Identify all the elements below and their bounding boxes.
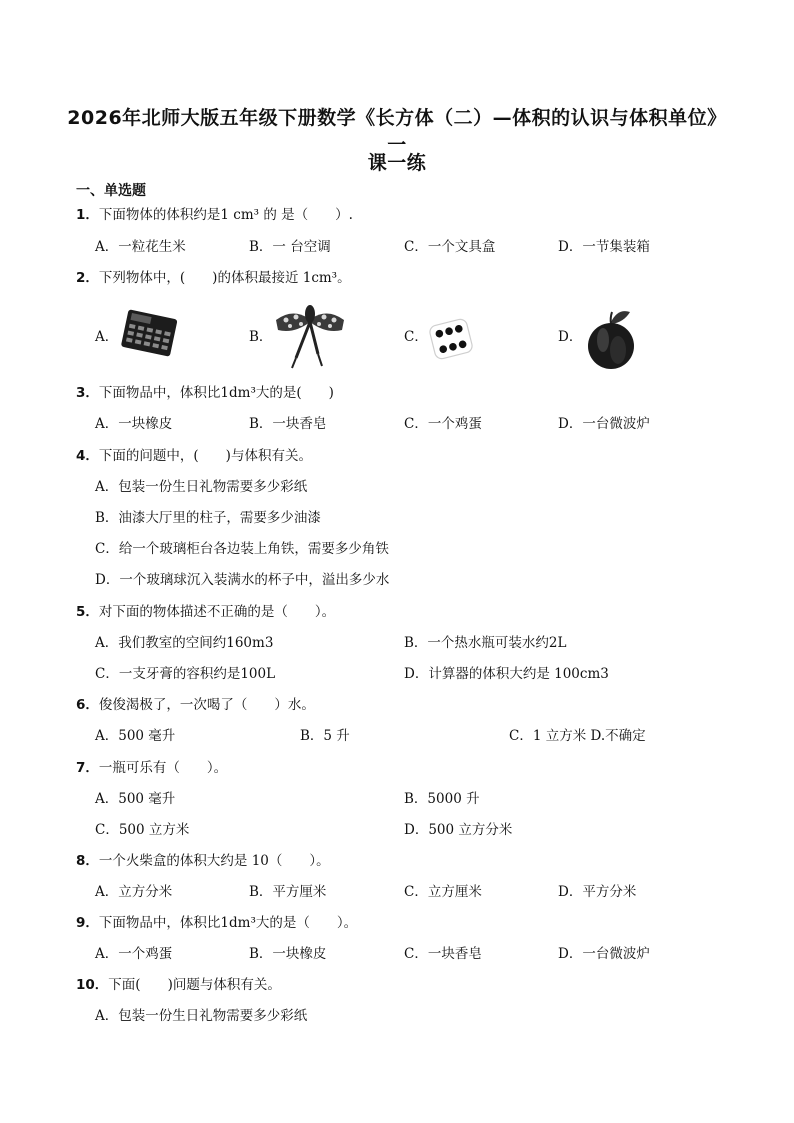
- question-2: [76, 269, 351, 287]
- q2-option-c[interactable]: C．: [404, 329, 428, 345]
- question-5: [76, 603, 335, 621]
- q3-option-b[interactable]: B．一块香皂: [249, 416, 327, 432]
- q8-option-d[interactable]: D．平方分米: [558, 884, 637, 900]
- question-number: 6．: [76, 697, 99, 713]
- q2-option-a[interactable]: A．: [95, 329, 119, 345]
- question-9: [76, 914, 357, 932]
- question-text: 下面物品中，体积比1dm³大的是( ): [98, 385, 334, 401]
- q7-option-d[interactable]: D．500 立方分米: [404, 822, 513, 838]
- question-3: [76, 384, 334, 402]
- question-1: [76, 206, 353, 224]
- question-text: 对下面的物体描述不正确的是（ ）。: [98, 604, 336, 620]
- page-title-line1: 2026年北师大版五年级下册数学《长方体（二）—体积的认识与体积单位》一: [67, 107, 727, 156]
- q3-option-d[interactable]: D．一台微波炉: [558, 416, 650, 432]
- question-number: 10．: [76, 977, 109, 993]
- q9-option-d[interactable]: D．一台微波炉: [558, 946, 650, 962]
- question-6: [76, 696, 315, 714]
- question-number: 4．: [76, 448, 99, 464]
- question-number: 5．: [76, 604, 99, 620]
- q1-option-d[interactable]: D．一节集装箱: [558, 239, 650, 255]
- kite-icon: [272, 300, 348, 372]
- q1-option-c[interactable]: C．一个文具盒: [404, 239, 496, 255]
- question-text: 下面( )问题与体积有关。: [108, 977, 281, 993]
- q9-option-b[interactable]: B．一块橡皮: [249, 946, 327, 962]
- q5-option-a[interactable]: A．我们教室的空间约160m3: [95, 635, 274, 651]
- q8-option-a[interactable]: A．立方分米: [95, 884, 173, 900]
- q3-option-c[interactable]: C．一个鸡蛋: [404, 416, 482, 432]
- q5-option-c[interactable]: C．一支牙膏的容积约是100L: [95, 666, 276, 682]
- q9-option-c[interactable]: C．一块香皂: [404, 946, 482, 962]
- q5-option-d[interactable]: D．计算器的体积大约是 100cm3: [404, 666, 609, 682]
- question-text: 下面物体的体积约是1 cm³ 的 是（ ）.: [98, 207, 353, 223]
- question-number: 8．: [76, 853, 99, 869]
- q6-option-c[interactable]: C．1 立方米 D.不确定: [509, 728, 646, 744]
- q4-option-c[interactable]: C．给一个玻璃柜台各边装上角铁，需要多少角铁: [95, 541, 389, 557]
- q7-option-a[interactable]: A．500 毫升: [95, 791, 176, 807]
- q1-option-b[interactable]: B．一 台空调: [249, 239, 331, 255]
- question-number: 2．: [76, 270, 99, 286]
- apple-icon: [584, 304, 638, 372]
- question-number: 1．: [76, 207, 99, 223]
- section-heading: 一、单选题: [76, 183, 146, 199]
- q5-option-b[interactable]: B．一个热水瓶可装水约2L: [404, 635, 567, 651]
- q8-option-b[interactable]: B．平方厘米: [249, 884, 327, 900]
- question-number: 7．: [76, 760, 99, 776]
- question-number: 3．: [76, 385, 99, 401]
- q8-option-c[interactable]: C．立方厘米: [404, 884, 482, 900]
- question-7: [76, 759, 227, 777]
- q4-option-d[interactable]: D．一个玻璃球沉入装满水的杯子中，溢出多少水: [95, 572, 390, 588]
- question-text: 下面物品中，体积比1dm³大的是（ ）。: [98, 915, 358, 931]
- q7-option-c[interactable]: C．500 立方米: [95, 822, 190, 838]
- dice-icon: [426, 316, 476, 362]
- question-4: [76, 447, 312, 465]
- q2-option-b[interactable]: B．: [249, 329, 273, 345]
- page-title-line2: 课一练: [367, 152, 427, 174]
- q7-option-b[interactable]: B．5000 升: [404, 791, 480, 807]
- question-text: 俊俊渴极了，一次喝了（ ）水。: [98, 697, 315, 713]
- q9-option-a[interactable]: A．一个鸡蛋: [95, 946, 173, 962]
- q3-option-a[interactable]: A．一块橡皮: [95, 416, 173, 432]
- question-text: 一瓶可乐有（ ）。: [98, 760, 228, 776]
- q6-option-b[interactable]: B．5 升: [300, 728, 350, 744]
- question-text: 下列物体中，( )的体积最接近 1cm³。: [98, 270, 351, 286]
- calculator-icon: [118, 308, 180, 360]
- question-text: 下面的问题中，( )与体积有关。: [98, 448, 312, 464]
- q6-option-a[interactable]: A．500 毫升: [95, 728, 176, 744]
- q4-option-b[interactable]: B．油漆大厅里的柱子，需要多少油漆: [95, 510, 321, 526]
- question-8: [76, 852, 330, 870]
- q4-option-a[interactable]: A．包装一份生日礼物需要多少彩纸: [95, 479, 308, 495]
- q2-option-d[interactable]: D．: [558, 329, 583, 345]
- question-text: 一个火柴盒的体积大约是 10（ ）。: [98, 853, 330, 869]
- q1-option-a[interactable]: A．一粒花生米: [95, 239, 186, 255]
- question-10: [76, 976, 281, 994]
- question-number: 9．: [76, 915, 99, 931]
- q10-option-a[interactable]: A．包装一份生日礼物需要多少彩纸: [95, 1008, 308, 1024]
